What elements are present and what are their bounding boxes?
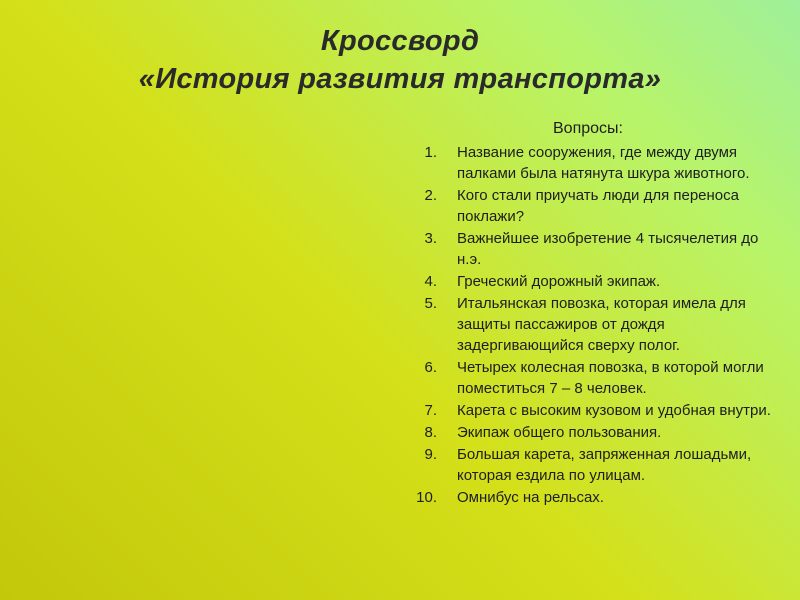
question-number: 7.	[424, 402, 437, 419]
questions-panel	[405, 118, 785, 509]
question-text: Карета с высоким кузовом и удобная внутри.	[457, 402, 771, 419]
question-text: Омнибус на рельсах.	[457, 489, 604, 506]
question-number: 3.	[424, 230, 437, 247]
question-item	[405, 185, 785, 227]
title-line-1: Кроссворд	[320, 25, 480, 57]
question-text: Название сооружения, где между двумя палками была натянута шкура животного.	[457, 144, 750, 182]
question-item	[405, 357, 785, 399]
question-item	[405, 422, 785, 443]
question-text: Итальянская повозка, которая имела для защиты пассажиров от дождя задергивающийся сверху полог.	[457, 295, 746, 354]
question-number: 2.	[424, 187, 437, 204]
question-number: 6.	[424, 359, 437, 376]
questions-heading: Вопросы:	[553, 120, 623, 137]
title-line-2: «История развития транспорта»	[138, 63, 662, 95]
question-text: Большая карета, запряженная лошадьми, которая ездила по улицам.	[457, 446, 752, 484]
question-text: Важнейшее изобретение 4 тысячелетия до н.э.	[457, 230, 759, 268]
question-text: Греческий дорожный экипаж.	[457, 273, 661, 290]
question-number: 8.	[424, 424, 437, 441]
question-item	[405, 487, 785, 508]
question-item	[405, 444, 785, 486]
question-number: 4.	[424, 273, 437, 290]
question-item	[405, 228, 785, 270]
question-item	[405, 142, 785, 184]
question-item	[405, 293, 785, 356]
slide-title	[0, 22, 800, 98]
question-item	[405, 400, 785, 421]
question-text: Экипаж общего пользования.	[457, 424, 662, 441]
question-number: 9.	[424, 446, 437, 463]
question-text: Четырех колесная повозка, в которой могли поместиться 7 – 8 человек.	[457, 359, 764, 397]
questions-list	[405, 142, 785, 508]
question-number: 10.	[416, 489, 437, 506]
question-number: 5.	[424, 295, 437, 312]
question-number: 1.	[424, 144, 437, 161]
question-item	[405, 271, 785, 292]
question-text: Кого стали приучать люди для переноса поклажи?	[457, 187, 739, 225]
